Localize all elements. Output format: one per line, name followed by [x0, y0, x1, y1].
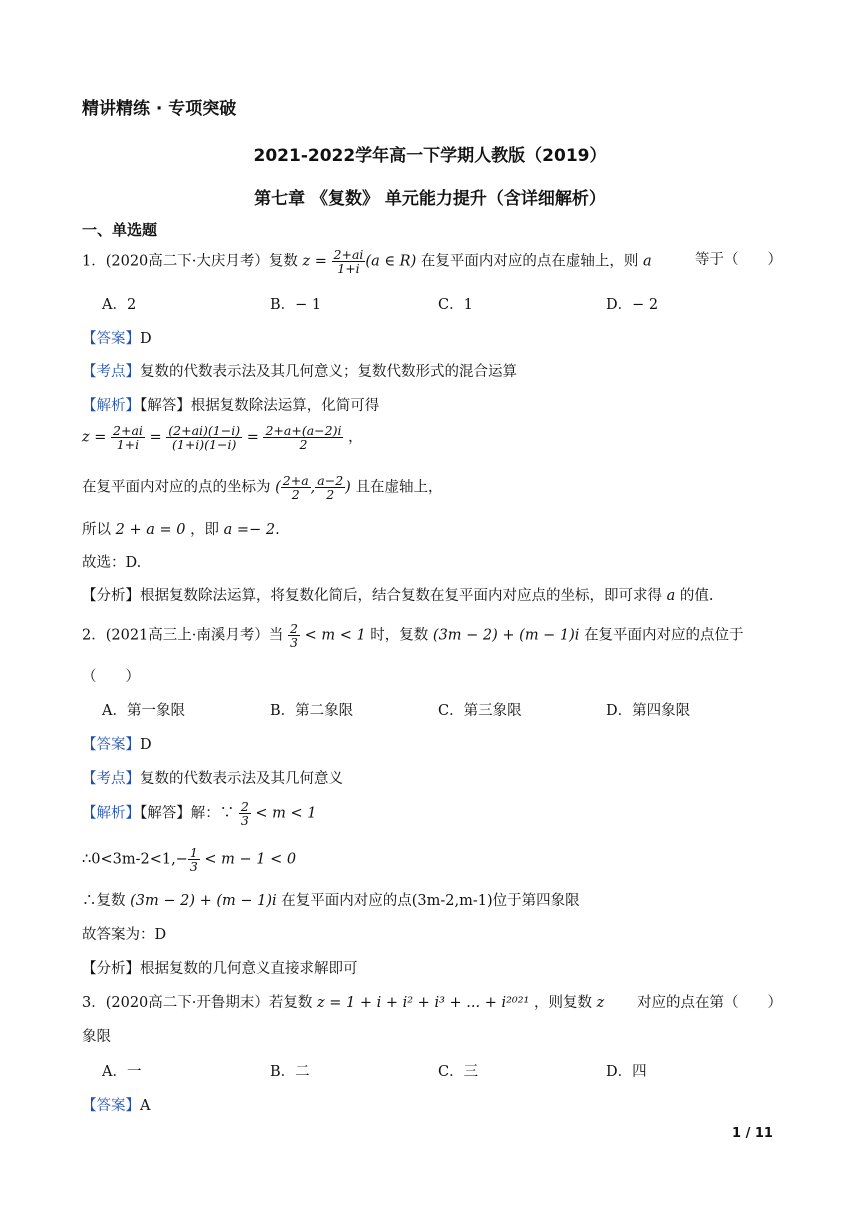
q2-option-d: D．第四象限	[606, 703, 691, 719]
q1-option-c: C．1	[438, 297, 473, 313]
q1-var: a	[642, 253, 652, 270]
q3-option-a: A．一	[102, 1064, 142, 1080]
doc-title-line1: 2021-2022学年高一下学期人教版（2019）	[253, 146, 607, 166]
q2-conclusion: ∴复数 (3m − 2) + (m − 1)i 在复平面内对应的点(3m-2,m-1)位于第四象限	[82, 893, 580, 909]
question-2: 2．(2021高三上·南溪月考）当 $\frac{2}{3}$ < m < 1 时，复数 (3m − 2) + (m − 1)i 在复平面内对应的点位于	[82, 621, 744, 651]
question-3: 3．(2020高二下·开鲁期末）若复数 z = 1 + i + i² + i³ + ... + i²⁰²¹ ，则复数 z 对应的点在第（ ）	[82, 995, 782, 1011]
q1-so-line: 所以 2 + a = 0 ，即 a =− 2.	[82, 522, 280, 538]
q3-answer: 【答案】A	[82, 1098, 151, 1114]
q1-option-d: D．− 2	[606, 297, 659, 313]
q3-option-c: C．三	[438, 1064, 479, 1080]
q1-option-b: B．− 1	[270, 297, 322, 313]
q1-fraction: $\frac{2+ai}{1+i}$	[333, 247, 364, 277]
q2-answer: 【答案】D	[82, 737, 152, 753]
brand-title: 精讲精练 · 专项突破	[82, 99, 237, 119]
q2-result: 故答案为：D	[82, 927, 167, 943]
q3-line2: 象限	[82, 1029, 111, 1045]
q1-tail: 在复平面内对应的点在虚轴上，则	[420, 253, 639, 270]
q2-paren: （ ）	[82, 669, 140, 685]
page-number: 1 / 11	[732, 1126, 773, 1141]
question-1	[82, 248, 782, 275]
q1-choose: 故选：D.	[82, 555, 142, 571]
q1-coordinate-line: 在复平面内对应的点的坐标为 ( $\frac{2+a}{2}$ , $\frac{a-2}{2}$ ) 且在虚轴上，	[82, 473, 443, 503]
q2-knowledge-point: 【考点】复数的代数表示法及其几何意义	[82, 771, 343, 787]
q2-analysis: 【分析】根据复数的几何意义直接求解即可	[82, 961, 358, 977]
q2-option-b: B．第二象限	[270, 703, 354, 719]
q3-option-b: B．二	[270, 1064, 310, 1080]
q1-explanation: 【解析】【解答】根据复数除法运算，化简可得	[82, 398, 380, 414]
q2-explanation: 【解析】【解答】解：∵ $\frac{2}{3}$ < m < 1	[82, 799, 317, 829]
q1-cond: (a ∈ R)	[365, 253, 417, 270]
q2-derivation: ∴0<3m-2<1,− $\frac{1}{3}$ < m − 1 < 0	[82, 845, 297, 875]
q2-option-c: C．第三象限	[438, 703, 522, 719]
q1-analysis: 【分析】根据复数除法运算，将复数化简后，结合复数在复平面内对应点的坐标，即可求得 a 的值.	[82, 588, 714, 604]
q2-option-a: A．第一象限	[102, 703, 185, 719]
q1-z: z =	[302, 253, 327, 270]
q1-knowledge-point: 【考点】复数的代数表示法及其几何意义；复数代数形式的混合运算	[82, 364, 517, 380]
q3-option-d: D．四	[606, 1064, 647, 1080]
q1-tail2: 等于（ ）	[695, 252, 782, 268]
q1-equation: z = $\frac{2+ai}{1+i}$ = $\frac{(2+ai)(1-i)}{(1+i)(1-i)}$ = $\frac{2+a+(a-2)i}{2}$ ，	[82, 423, 363, 453]
q1-answer: 【答案】D	[82, 331, 152, 347]
q1-option-a: A．2	[102, 297, 137, 313]
section-heading: 一、单选题	[82, 221, 158, 239]
q1-lead: 1．(2020高二下·大庆月考）复数	[82, 253, 298, 270]
doc-title-line2: 第七章 《复数》 单元能力提升（含详细解析）	[254, 189, 606, 209]
